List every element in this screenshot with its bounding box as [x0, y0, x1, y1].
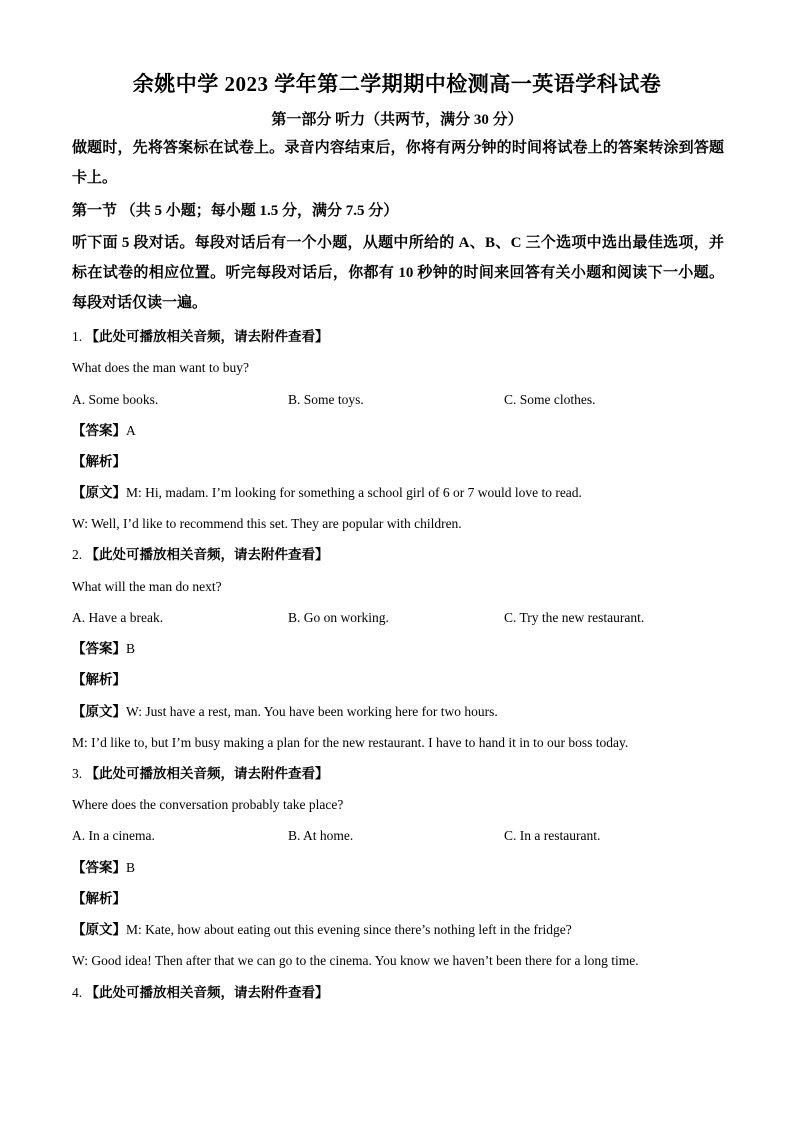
page-title: 余姚中学 2023 学年第二学期期中检测高一英语学科试卷 [132, 72, 662, 96]
question-2-analysis: 【解析】 [72, 672, 126, 687]
question-3-option-c: C. In a restaurant. [504, 828, 601, 843]
question-1-answer: 【答案】A [72, 423, 136, 438]
question-3-option-a: A. In a cinema. [72, 828, 155, 843]
question-3-answer: 【答案】B [72, 860, 136, 875]
part-heading: 第一部分 听力（共两节，满分 30 分） [271, 112, 523, 128]
question-2-answer: 【答案】B [72, 641, 136, 656]
question-1-stem: What does the man want to buy? [72, 360, 249, 375]
section-heading: 第一节 （共 5 小题；每小题 1.5 分，满分 7.5 分） [72, 203, 399, 219]
question-3-transcript-line-1: 【原文】M: Kate, how about eating out this evening since there’s nothing left in the fridge? [72, 922, 572, 937]
question-3-analysis: 【解析】 [72, 891, 126, 906]
question-2-transcript-line-1: 【原文】W: Just have a rest, man. You have been working here for two hours. [72, 704, 498, 719]
question-1-header: 1. 【此处可播放相关音频，请去附件查看】 [72, 329, 329, 344]
question-1-option-c: C. Some clothes. [504, 392, 596, 407]
question-3-option-b: B. At home. [288, 828, 354, 843]
question-3-stem: Where does the conversation probably take place? [72, 797, 344, 812]
question-1-transcript-line-1: 【原文】M: Hi, madam. I’m looking for something a school girl of 6 or 7 would love to read. [72, 485, 582, 500]
question-2-option-a: A. Have a break. [72, 610, 164, 625]
question-2-header: 2. 【此处可播放相关音频，请去附件查看】 [72, 547, 329, 562]
question-3-transcript-line-2: W: Good idea! Then after that we can go to the cinema. You know we haven’t been there for a long time. [72, 953, 639, 968]
question-1-option-a: A. Some books. [72, 392, 159, 407]
question-1-transcript-line-2: W: Well, I’d like to recommend this set. They are popular with children. [72, 516, 462, 531]
question-1-option-b: B. Some toys. [288, 392, 364, 407]
question-2-transcript-line-2: M: I’d like to, but I’m busy making a plan for the new restaurant. I have to hand it in to our boss today. [72, 735, 629, 750]
question-1-analysis: 【解析】 [72, 454, 126, 469]
question-4-header: 4. 【此处可播放相关音频，请去附件查看】 [72, 985, 329, 1000]
question-2-option-c: C. Try the new restaurant. [504, 610, 645, 625]
instructions-section: 听下面 5 段对话。每段对话后有一个小题，从题中所给的 A、B、C 三个选项中选出最佳选项，并标在试卷的相应位置。听完每段对话后，你都有 10 秒钟的时间来回答有关小题和阅读下一小题。每段对话仅读一遍。 [72, 235, 724, 311]
instructions-general: 做题时，先将答案标在试卷上。录音内容结束后，你将有两分钟的时间将试卷上的答案转涂到答题卡上。 [72, 140, 724, 186]
question-2-option-b: B. Go on working. [288, 610, 389, 625]
question-3-header: 3. 【此处可播放相关音频，请去附件查看】 [72, 766, 329, 781]
question-2-stem: What will the man do next? [72, 579, 222, 594]
